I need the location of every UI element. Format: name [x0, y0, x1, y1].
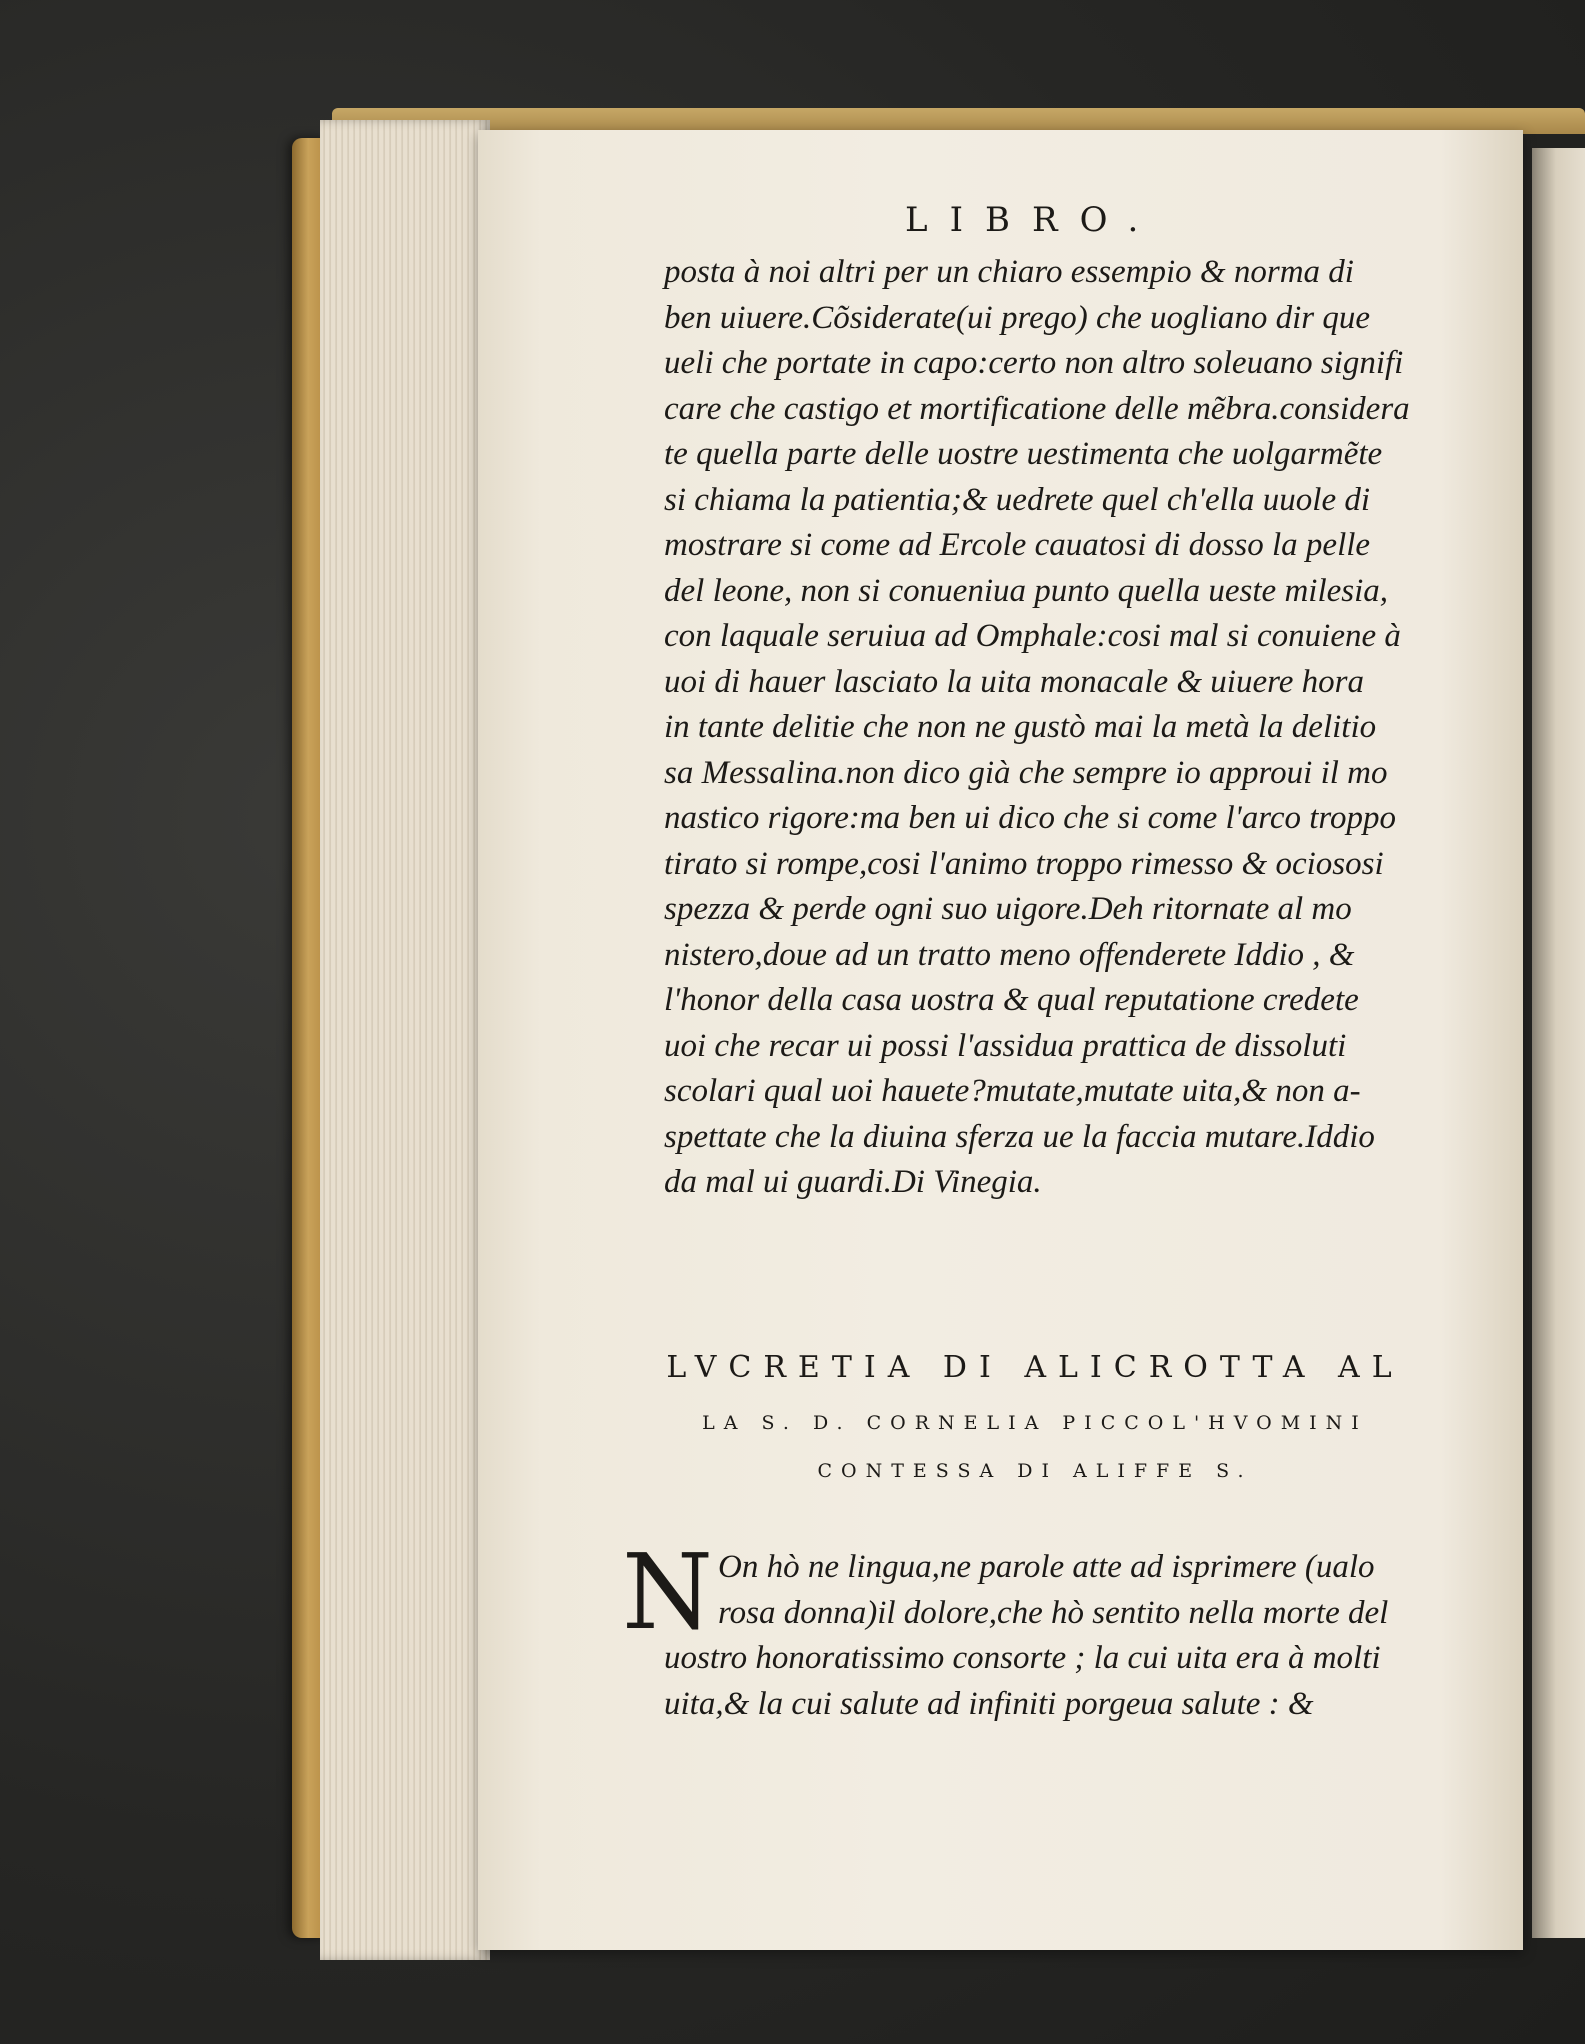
text-line: scolari qual uoi hauete?mutate,mutate uita,& non a-: [664, 1073, 1361, 1109]
running-head: LIBRO.: [905, 200, 1161, 240]
text-line: con laquale seruiua ad Omphale:cosi mal si conuiene à: [664, 618, 1401, 654]
text-line: tirato si rompe,cosi l'animo troppo rimesso & ociososi: [664, 845, 1384, 882]
text-line: mostrare si come ad Ercole cauatosi di dosso la pelle: [664, 527, 1371, 563]
text-line: in tante delitie che non ne gustò mai la metà la delitio: [664, 709, 1377, 745]
body-text: [664, 250, 1464, 1206]
text-line: care che castigo et mortificatione delle mẽbra.considera: [664, 390, 1410, 427]
text-line: l'honor della casa uostra & qual reputatione credete: [664, 982, 1359, 1018]
letter-heading-line-2: LA S. D. CORNELIA PICCOL'HVOMINI: [702, 1412, 1368, 1434]
text-line: posta à noi altri per un chiaro essempio & norma di: [664, 254, 1354, 290]
text-line: nistero,doue ad un tratto meno offenderete Iddio , &: [664, 936, 1355, 973]
drop-cap: N: [622, 1531, 713, 1653]
text-line: da mal ui guardi.Di Vinegia.: [664, 1164, 1042, 1200]
text-line: uoi di hauer lasciato la uita monacale & uiuere hora: [664, 663, 1364, 700]
text-line: spettate che la diuina sferza ue la faccia mutare.Iddio: [664, 1118, 1375, 1155]
letter-text: [664, 1545, 1464, 1727]
text-line: ben uiuere.Cõsiderate(ui prego) che uogliano dir que: [664, 299, 1371, 336]
facing-page-edge: [1532, 148, 1585, 1938]
text-line: On hò ne lingua,ne parole atte ad isprimere (ualo: [718, 1549, 1375, 1585]
text-line: rosa donna)il dolore,che hò sentito nella morte del: [718, 1594, 1389, 1631]
letter-heading-line-3: CONTESSA DI ALIFFE S.: [817, 1460, 1253, 1482]
text-line: si chiama la patientia;& uedrete quel ch'ella uuole di: [664, 481, 1371, 518]
text-line: uostro honoratissimo consorte ; la cui uita era à molti: [664, 1640, 1381, 1676]
text-line: del leone, non si conueniua punto quella ueste milesia,: [664, 572, 1389, 609]
text-line: spezza & perde ogni suo uigore.Deh ritornate al mo: [664, 891, 1352, 927]
text-line: sa Messalina.non dico già che sempre io approui il mo: [664, 754, 1388, 791]
text-line: uoi che recar ui possi l'assidua prattica de dissoluti: [664, 1027, 1347, 1064]
text-line: ueli che portate in capo:certo non altro soleuano signifi: [664, 345, 1404, 381]
text-line: te quella parte delle uostre uestimenta che uolgarmẽte: [664, 436, 1383, 472]
letter-heading-line-1: LVCRETIA DI ALICROTTA AL: [666, 1350, 1404, 1385]
text-line: nastico rigore:ma ben ui dico che si come l'arco troppo: [664, 800, 1397, 836]
text-line: uita,& la cui salute ad infiniti porgeua salute : &: [664, 1685, 1314, 1722]
page-stack-edges: [320, 120, 490, 1960]
